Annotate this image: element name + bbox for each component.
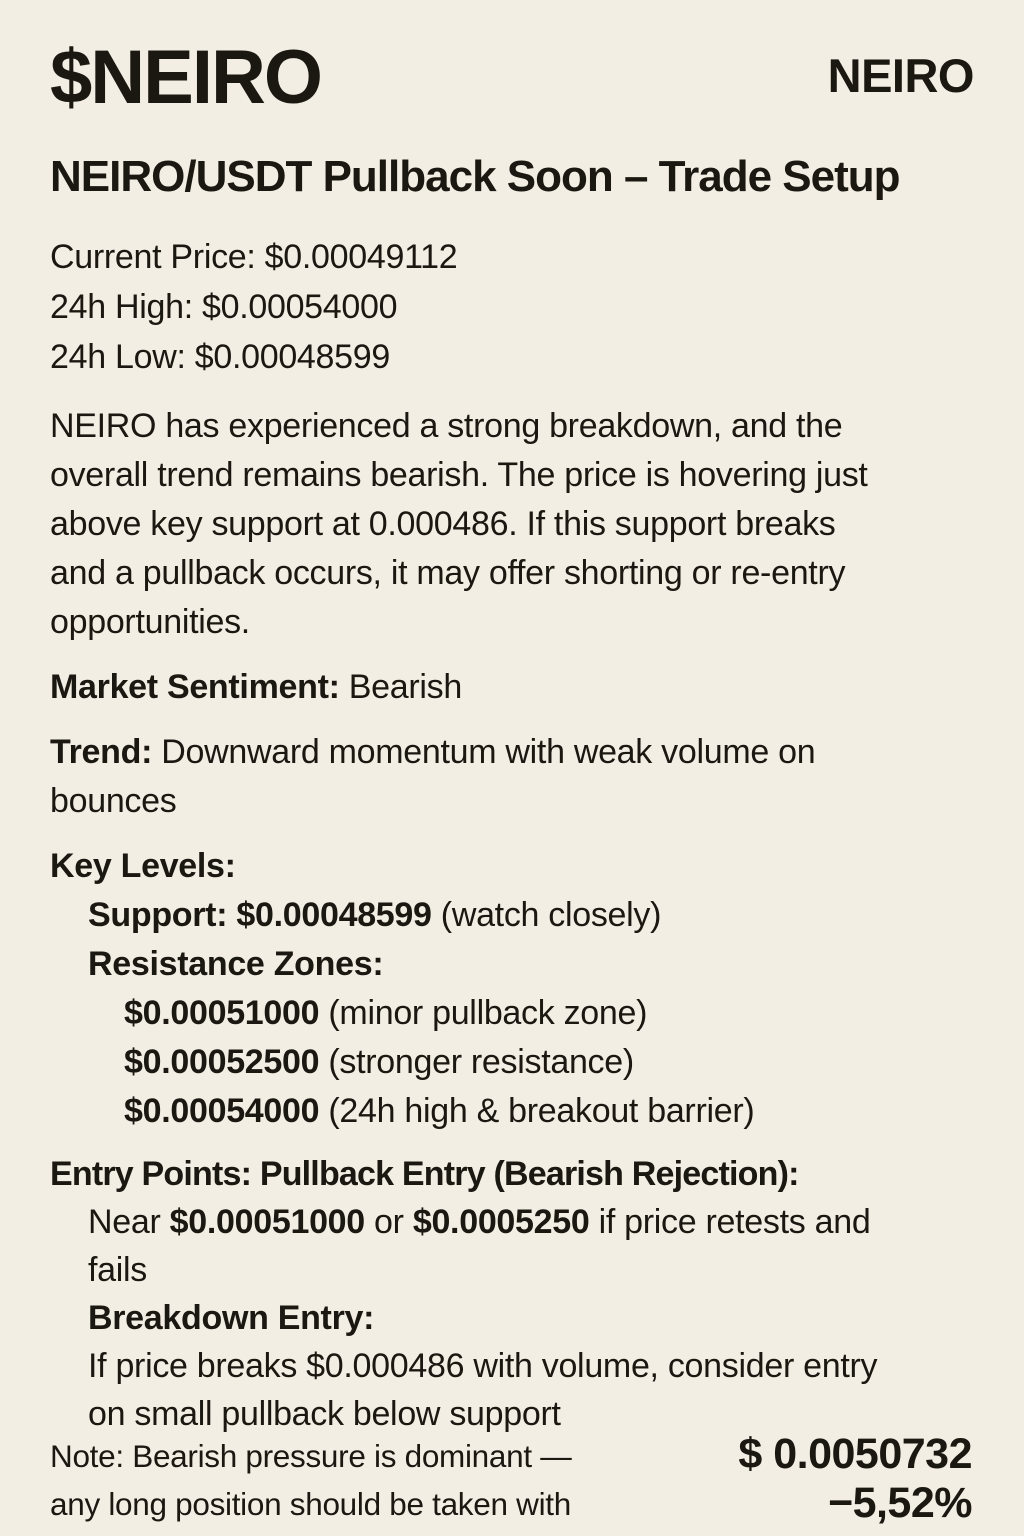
sentiment-label: Market Sentiment: (50, 668, 340, 706)
ticker-symbol: NEIRO (827, 49, 974, 102)
subtitle: NEIRO/USDT Pullback Soon – Trade Setup (50, 152, 900, 201)
entry-points (50, 1150, 974, 1438)
resistance-heading: Resistance Zones: (88, 945, 384, 983)
breakdown-entry-label: Breakdown Entry: (88, 1299, 375, 1337)
resistance-price: $0.00052500 (124, 1043, 320, 1081)
pullback-text: or (364, 1203, 413, 1241)
pullback-text: Near (88, 1203, 170, 1241)
resistance-item (50, 1087, 974, 1136)
resistance-note: (24h high & breakout barrier) (328, 1092, 755, 1130)
summary-line: above key support at 0.000486. If this support breaks (50, 505, 836, 543)
footer (50, 1430, 972, 1528)
stat-24h-low: 24h Low: $0.00048599 (50, 338, 390, 376)
resistance-item (50, 989, 974, 1038)
pullback-entry-line (50, 1198, 974, 1246)
summary-line: and a pullback occurs, it may offer shorting or re-entry (50, 554, 846, 592)
summary-line: NEIRO has experienced a strong breakdown, and the (50, 407, 843, 445)
ticker-quote (738, 1430, 972, 1528)
ticker-quote-change: −5,52% (827, 1479, 972, 1527)
trend-label: Trend: (50, 733, 153, 771)
summary-line: opportunities. (50, 603, 250, 641)
pullback-entry-line: fails (88, 1251, 147, 1289)
sentiment-value: Bearish (348, 668, 462, 706)
market-sentiment (50, 663, 974, 712)
resistance-price: $0.00051000 (124, 994, 320, 1032)
trend (50, 728, 974, 826)
support-note: (watch closely) (440, 896, 662, 934)
footer-note (50, 1432, 571, 1528)
stat-current-price: Current Price: $0.00049112 (50, 238, 458, 276)
pullback-price-1: $0.00051000 (169, 1203, 365, 1241)
resistance-item (50, 1038, 974, 1087)
resistance-note: (minor pullback zone) (328, 994, 648, 1032)
support-level (50, 891, 974, 940)
footer-note-line: any long position should be taken with (50, 1486, 571, 1522)
trend-text: Downward momentum with weak volume on (161, 733, 816, 771)
trend-text: bounces (50, 782, 177, 820)
pullback-price-2: $0.0005250 (412, 1203, 590, 1241)
resistance-note: (stronger resistance) (328, 1043, 634, 1081)
header (50, 32, 974, 128)
summary-line: overall trend remains bearish. The price is hovering just (50, 456, 868, 494)
breakdown-entry-text: on small pullback below support (88, 1395, 561, 1433)
stat-24h-high: 24h High: $0.00054000 (50, 288, 398, 326)
summary-paragraph (50, 402, 974, 647)
footer-note-line: Note: Bearish pressure is dominant — (50, 1438, 572, 1474)
ticker-quote-price: $ 0.0050732 (738, 1430, 972, 1478)
price-stats (50, 232, 974, 382)
entry-points-heading: Entry Points: Pullback Entry (Bearish Rejection): (50, 1155, 799, 1193)
key-levels-heading: Key Levels: (50, 847, 236, 885)
key-levels (50, 842, 974, 1136)
support-price: $0.00048599 (236, 896, 432, 934)
pullback-text: if price retests and (589, 1203, 871, 1241)
resistance-price: $0.00054000 (124, 1092, 320, 1130)
page-title: $NEIRO (50, 35, 321, 120)
breakdown-entry-text: If price breaks $0.000486 with volume, consider entry (88, 1347, 878, 1385)
support-label: Support: (88, 896, 228, 934)
